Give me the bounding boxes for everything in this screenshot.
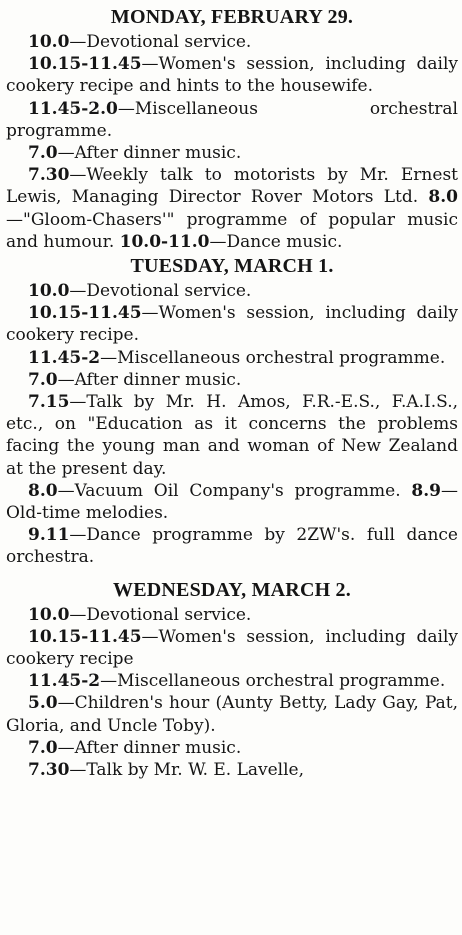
entry-time: 10.15-11.45: [28, 54, 142, 75]
schedule-entry: [6, 347, 458, 369]
entry-text: —Children's hour (Aunty Betty, Lady Gay, Pat, Gloria, and Uncle Toby).: [6, 693, 458, 736]
entry-text: —Women's session, including daily cookery recipe.: [6, 303, 458, 346]
entry-text: —Miscellaneous orchestral programme.: [100, 671, 446, 692]
entry-text: —After dinner music.: [57, 737, 242, 758]
day-heading-wednesday: WEDNESDAY, MARCH 2.: [113, 578, 351, 601]
schedule-entry: [6, 759, 458, 781]
schedule-entry: [6, 53, 458, 97]
entry-text: —Women's session, including daily cookery recipe and hints to the housewife.: [6, 54, 458, 97]
schedule-entry: [6, 737, 458, 759]
entry-time: 7.15: [28, 392, 70, 413]
entry-text: —Vacuum Oil Company's programme.: [57, 480, 412, 501]
schedule-entry: [6, 302, 458, 346]
entry-time: 7.0: [28, 369, 58, 390]
entry-time: 10.15-11.45: [28, 303, 142, 324]
entry-text: —Miscellaneous orchestral programme.: [100, 347, 446, 368]
entry-time: 7.0: [28, 143, 58, 164]
entry-time: 8.9: [411, 480, 441, 501]
schedule-entry: [6, 524, 458, 568]
schedule-entry: [6, 604, 458, 626]
entry-time: 7.30: [28, 165, 70, 186]
entry-text: —"Gloom-Chasers'" programme of popular music and humour.: [6, 209, 458, 252]
entry-text: —After dinner music.: [57, 369, 242, 390]
entry-text: —After dinner music.: [57, 143, 242, 164]
entry-time: 7.0: [28, 737, 58, 758]
entry-time: 11.45-2.0: [28, 98, 118, 119]
entry-text: —Dance programme by 2ZW's. full dance orchestra.: [6, 525, 458, 568]
entry-text: —Old-time melodies.: [6, 480, 458, 524]
schedule-entry: [6, 98, 458, 142]
entry-time: 10.0: [28, 32, 70, 52]
entry-time: 11.45-2: [28, 347, 101, 368]
entry-time: 8.0: [428, 187, 458, 208]
schedule-entry: [6, 164, 458, 253]
entry-text: —Women's session, including daily cookery recipe: [6, 626, 458, 670]
entry-text: —Talk by Mr. W. E. Lavelle,: [69, 760, 305, 781]
entry-time: 5.0: [28, 693, 58, 714]
entry-text: —Devotional service.: [69, 604, 252, 625]
entry-text: —Devotional service.: [69, 32, 252, 52]
entry-time: 10.0: [28, 281, 70, 302]
entry-time: 8.0: [28, 480, 58, 501]
schedule-entry: [6, 369, 458, 391]
entry-text: —Weekly talk to motorists by Mr. Ernest Lewis, Managing Director Rover Motors Ltd.: [6, 165, 458, 208]
entry-time: 9.11: [28, 525, 70, 546]
section-spacer: [6, 569, 458, 577]
schedule-entry: [6, 480, 458, 524]
entry-time: 7.30: [28, 760, 70, 781]
schedule-entry: [6, 31, 458, 53]
entry-text: —Talk by Mr. H. Amos, F.R.-E.S., F.A.I.S., etc., on "Education as it concerns the problems facing the young man and woman of New Zealand at the present day.: [6, 392, 458, 479]
entry-time: 10.0-11.0: [119, 231, 210, 252]
entry-text: —Devotional service.: [69, 281, 252, 302]
entry-text: —Miscellaneous orchestral programme.: [6, 98, 458, 141]
schedule-entry: [6, 142, 458, 164]
day-heading-monday: MONDAY, FEBRUARY 29.: [110, 6, 354, 28]
schedule-entry: [6, 626, 458, 670]
schedule-entry: [6, 280, 458, 302]
entry-time: 10.15-11.45: [28, 626, 142, 647]
day-heading-tuesday: TUESDAY, MARCH 1.: [130, 255, 334, 278]
entry-time: 11.45-2: [28, 671, 101, 692]
entry-time: 10.0: [28, 604, 70, 625]
schedule-entry: [6, 391, 458, 480]
schedule-entry: [6, 670, 458, 692]
schedule-entry: [6, 692, 458, 736]
entry-text: —Dance music.: [209, 231, 343, 252]
